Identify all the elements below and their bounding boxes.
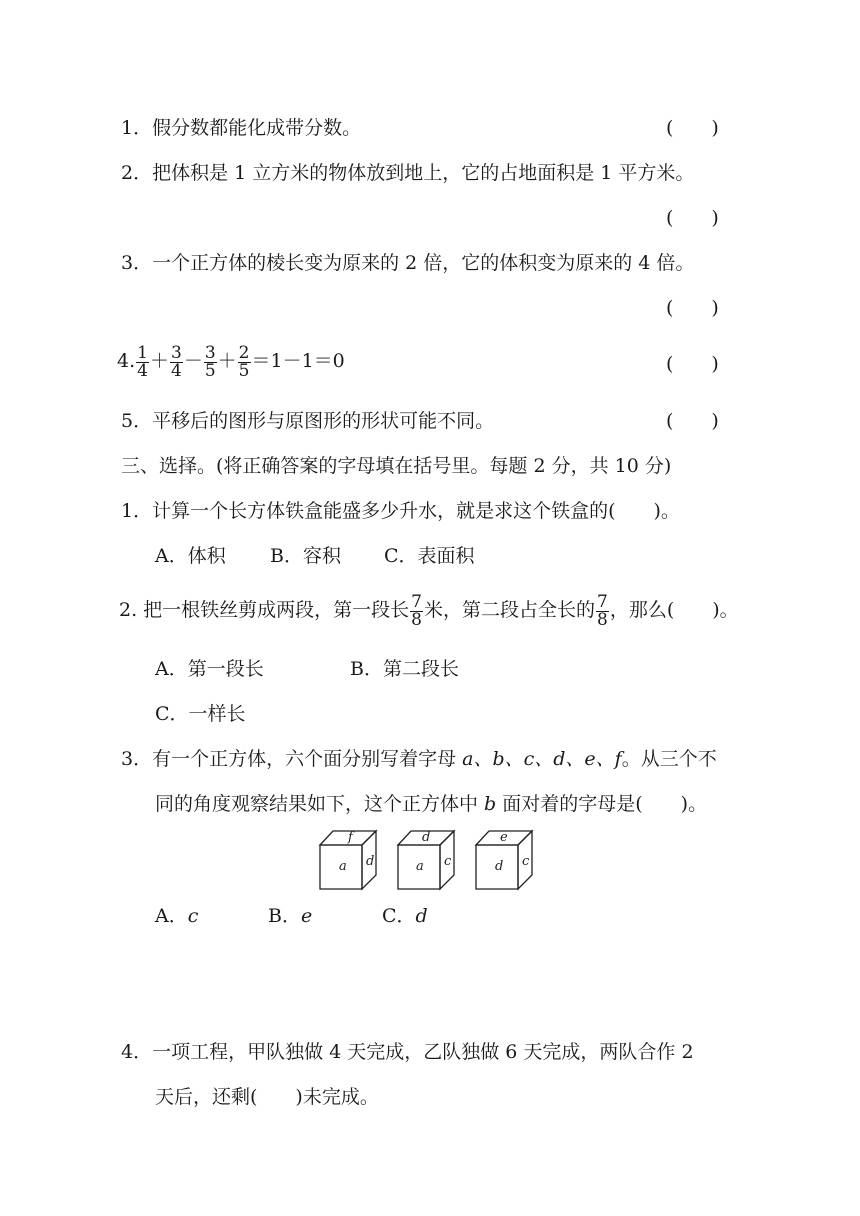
option-a[interactable]: A．第一段长 bbox=[155, 658, 264, 680]
numerator: 7 bbox=[411, 591, 422, 612]
cube-figure bbox=[318, 828, 540, 892]
choice-question-3-line2 bbox=[155, 791, 707, 817]
option-c[interactable] bbox=[382, 903, 428, 929]
question-text: 面对着的字母是( )。 bbox=[496, 793, 708, 815]
cube2-top-letter: d bbox=[422, 830, 431, 845]
expression-tail: ＝1－1＝0 bbox=[251, 350, 345, 372]
item-text: 平移后的图形与原图形的形状可能不同。 bbox=[152, 410, 495, 432]
cube1-top-letter: f bbox=[348, 830, 353, 845]
question-text: 2. 把一根铁丝剪成两段，第一段长 bbox=[119, 599, 410, 621]
item-number: 4. bbox=[117, 350, 136, 372]
choice-question-2 bbox=[119, 585, 739, 635]
letter-list: a、b、c、d、e、f bbox=[462, 748, 622, 770]
judge-item-5 bbox=[121, 408, 494, 434]
denominator: 8 bbox=[411, 609, 422, 630]
option-value: c bbox=[187, 905, 199, 927]
cube3-top-letter: e bbox=[500, 830, 508, 845]
numerator: 7 bbox=[597, 591, 608, 612]
denominator: 5 bbox=[238, 360, 250, 381]
choice-question-3-line1 bbox=[121, 746, 717, 772]
numerator: 3 bbox=[204, 342, 216, 363]
cube2-front-letter: a bbox=[416, 859, 424, 874]
letter-b: b bbox=[484, 793, 497, 815]
option-label: A． bbox=[155, 905, 188, 927]
fraction bbox=[238, 342, 251, 381]
fraction bbox=[136, 342, 149, 381]
fraction bbox=[410, 591, 423, 630]
denominator: 8 bbox=[597, 609, 608, 630]
cube1-side-letter: d bbox=[366, 854, 375, 869]
item-text: 假分数都能化成带分数。 bbox=[152, 117, 362, 139]
operator: ＋ bbox=[149, 350, 169, 372]
judge-item-3 bbox=[121, 250, 694, 276]
cube3-side-letter: c bbox=[522, 854, 530, 869]
answer-paren-5[interactable]: ( ) bbox=[666, 410, 719, 432]
item-number: 5． bbox=[121, 410, 153, 432]
item-text: 一个正方体的棱长变为原来的 2 倍，它的体积变为原来的 4 倍。 bbox=[152, 252, 695, 274]
choice-question-4-line2: 天后，还剩( )未完成。 bbox=[155, 1086, 379, 1108]
fraction bbox=[170, 342, 183, 381]
denominator: 4 bbox=[137, 360, 148, 381]
question-text: 3．有一个正方体，六个面分别写着字母 bbox=[121, 748, 463, 770]
item-number: 2． bbox=[121, 162, 153, 184]
judge-item-1 bbox=[121, 115, 361, 141]
numerator: 1 bbox=[137, 342, 148, 363]
question-text: 同的角度观察结果如下，这个正方体中 bbox=[155, 793, 485, 815]
option-c[interactable]: C．表面积 bbox=[384, 545, 475, 567]
option-b[interactable] bbox=[268, 903, 312, 929]
question-text: 米，第二段占全长的 bbox=[424, 599, 596, 621]
option-label: C． bbox=[382, 905, 416, 927]
fraction bbox=[204, 342, 217, 381]
operator: ＋ bbox=[217, 350, 237, 372]
item-number: 3． bbox=[121, 252, 153, 274]
choice-question-1: 1．计算一个长方体铁盒能盛多少升水，就是求这个铁盒的( )。 bbox=[121, 500, 680, 522]
option-value: e bbox=[300, 905, 313, 927]
item-number: 1． bbox=[121, 117, 153, 139]
option-b[interactable]: B．容积 bbox=[270, 545, 341, 567]
question-text: 。从三个不 bbox=[621, 748, 717, 770]
option-value: d bbox=[415, 905, 428, 927]
section-heading: 三、选择。(将正确答案的字母填在括号里。每题 2 分，共 10 分) bbox=[121, 455, 672, 477]
item-text: 把体积是 1 立方米的物体放到地上，它的占地面积是 1 平方米。 bbox=[152, 162, 695, 184]
question-text: ，那么( )。 bbox=[609, 599, 739, 621]
numerator: 2 bbox=[238, 342, 250, 363]
option-b[interactable]: B．第二段长 bbox=[350, 658, 459, 680]
option-a[interactable] bbox=[155, 903, 198, 929]
choice-question-4-line1: 4．一项工程，甲队独做 4 天完成，乙队独做 6 天完成，两队合作 2 bbox=[121, 1041, 694, 1063]
fraction bbox=[596, 591, 609, 630]
cube1-front-letter: a bbox=[339, 859, 347, 874]
judge-item-2 bbox=[121, 160, 694, 186]
answer-paren-2[interactable]: ( ) bbox=[666, 207, 719, 229]
judge-item-4 bbox=[117, 336, 345, 386]
denominator: 4 bbox=[170, 360, 182, 381]
denominator: 5 bbox=[204, 360, 216, 381]
answer-paren-3[interactable]: ( ) bbox=[666, 297, 719, 319]
option-a[interactable]: A．体积 bbox=[155, 545, 226, 567]
cube2-side-letter: c bbox=[444, 854, 452, 869]
numerator: 3 bbox=[170, 342, 182, 363]
option-c[interactable]: C．一样长 bbox=[155, 703, 246, 725]
cube3-front-letter: d bbox=[495, 859, 504, 874]
answer-paren-4[interactable]: ( ) bbox=[666, 353, 719, 375]
answer-paren-1[interactable]: ( ) bbox=[666, 117, 719, 139]
operator: － bbox=[183, 350, 203, 372]
option-label: B． bbox=[268, 905, 301, 927]
